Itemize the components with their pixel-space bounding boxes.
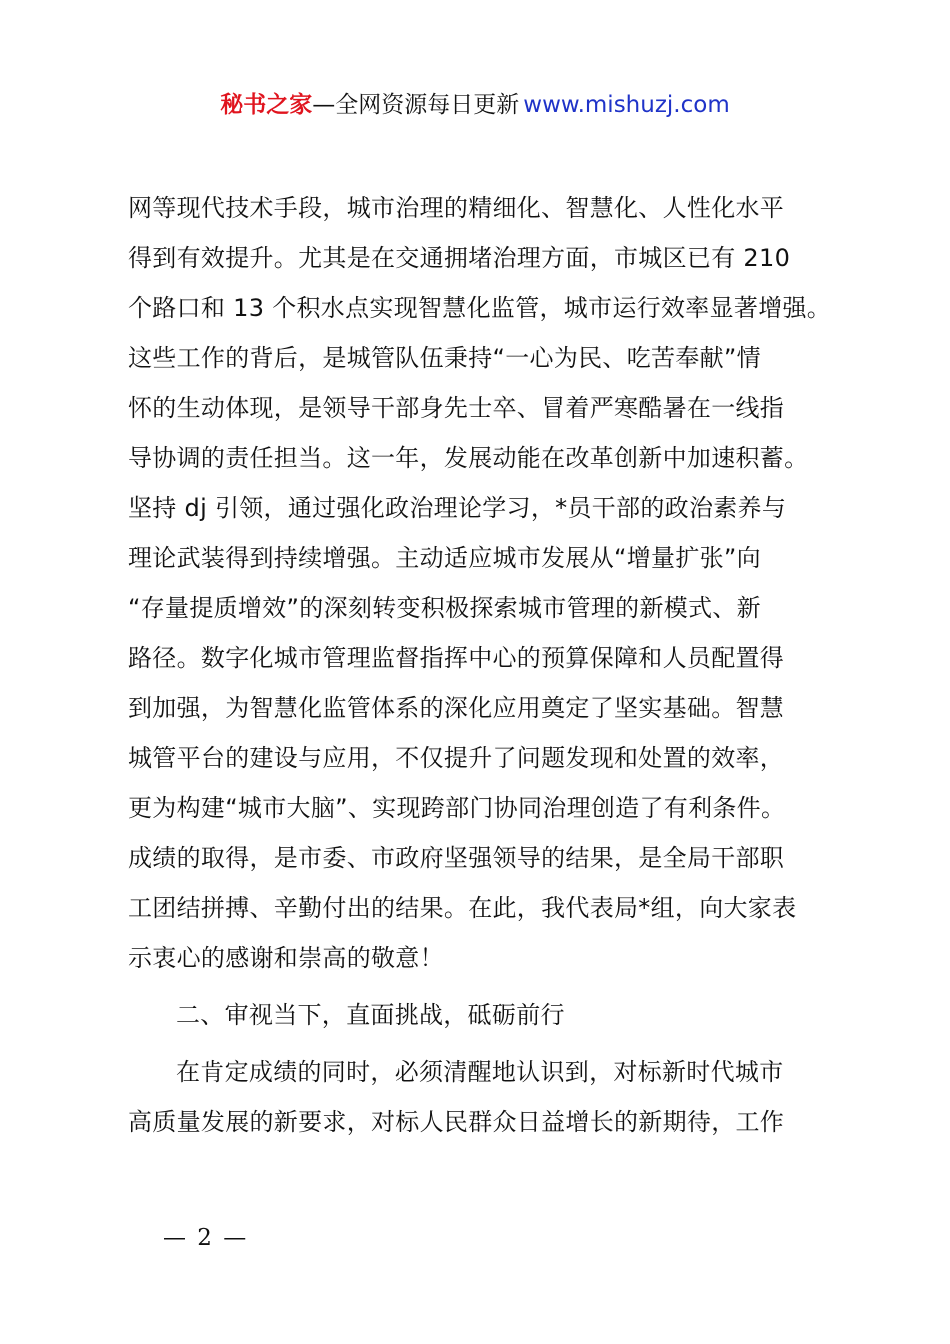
text-line: 坚持 dj 引领，通过强化政治理论学习，*员干部的政治素养与 [128, 494, 787, 522]
text-line: 导协调的责任担当。这一年，发展动能在改革创新中加速积蓄。 [128, 444, 809, 472]
section-heading: 二、审视当下，直面挑战，砥砺前行 [176, 1001, 565, 1029]
header-tagline: —全网资源每日更新 [312, 92, 520, 118]
text-line: 更为构建“城市大脑”、实现跨部门协同治理创造了有利条件。 [128, 794, 786, 822]
text-line: 怀的生动体现，是领导干部身先士卒、冒着严寒酷暑在一线指 [128, 394, 785, 422]
text-line: 得到有效提升。尤其是在交通拥堵治理方面，市城区已有 210 [128, 244, 791, 272]
text-line: 高质量发展的新要求，对标人民群众日益增长的新期待，工作 [128, 1108, 785, 1136]
text-line: 网等现代技术手段，城市治理的精细化、智慧化、人性化水平 [128, 194, 785, 222]
page-number: — 2 — [163, 1225, 249, 1251]
paragraph-challenges [128, 1047, 848, 1147]
site-url-link[interactable]: www.mishuzj.com [523, 92, 730, 118]
text-line: 个路口和 13 个积水点实现智慧化监管，城市运行效率显著增强。 [128, 294, 832, 322]
text-line: 这些工作的背后，是城管队伍秉持“一心为民、吃苦奉献”情 [128, 344, 761, 372]
document-body [128, 183, 848, 1147]
text-line: 在肯定成绩的同时，必须清醒地认识到，对标新时代城市 [176, 1058, 784, 1086]
brand-name: 秘书之家 [220, 92, 313, 118]
text-line: 到加强，为智慧化监管体系的深化应用奠定了坚实基础。智慧 [128, 694, 785, 722]
text-line: 成绩的取得，是市委、市政府坚强领导的结果，是全局干部职 [128, 844, 785, 872]
text-line: “存量提质增效”的深刻转变积极探索城市管理的新模式、新 [128, 594, 761, 622]
text-line: 理论武装得到持续增强。主动适应城市发展从“增量扩张”向 [128, 544, 761, 572]
text-line: 路径。数字化城市管理监督指挥中心的预算保障和人员配置得 [128, 644, 785, 672]
text-line: 示衷心的感谢和崇高的敬意！ [128, 944, 444, 972]
text-line: 城管平台的建设与应用，不仅提升了问题发现和处置的效率， [128, 744, 785, 772]
site-header [0, 89, 950, 121]
paragraph-achievements [128, 183, 848, 983]
text-line: 工团结拼搏、辛勤付出的结果。在此，我代表局*组，向大家表 [128, 894, 797, 922]
